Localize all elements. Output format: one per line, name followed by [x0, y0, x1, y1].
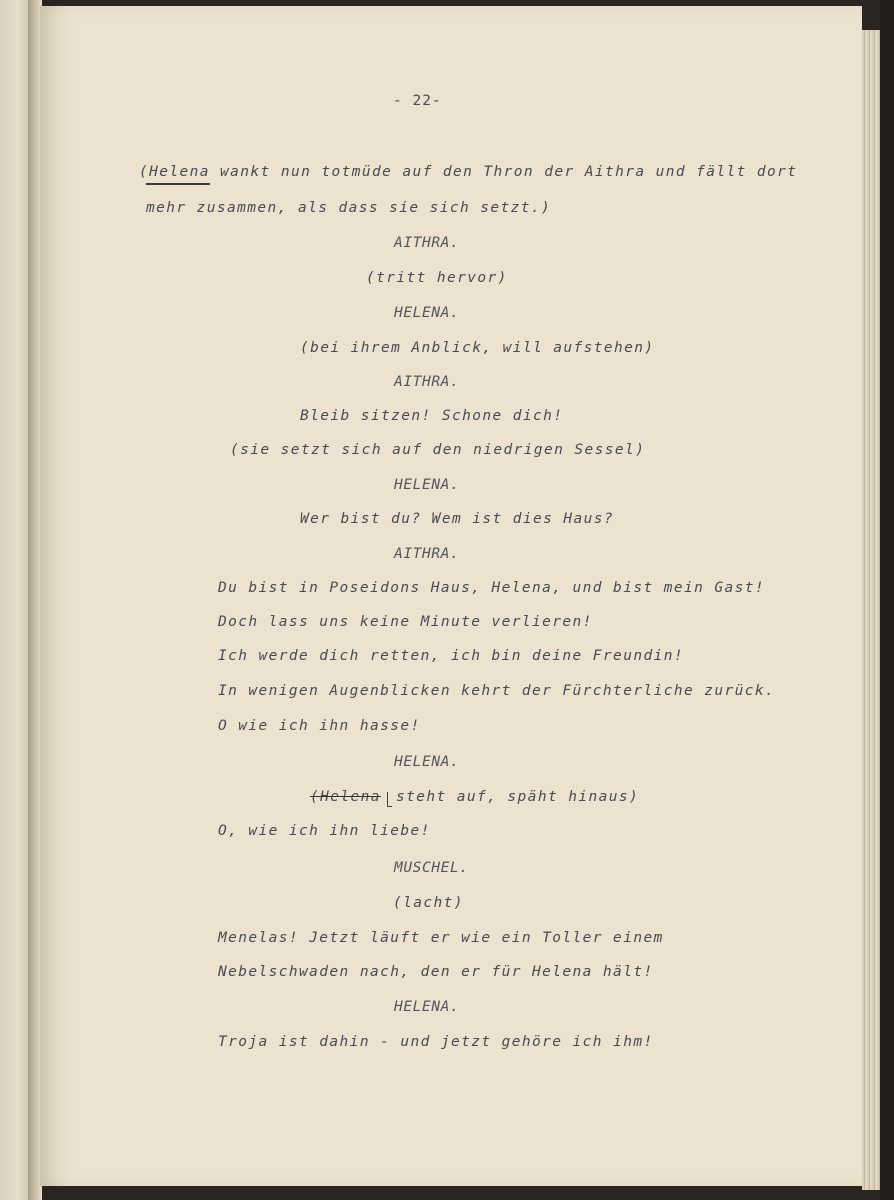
dialogue-line: Wer bist du? Wem ist dies Haus? — [300, 511, 615, 527]
stage-direction: steht auf, späht hinaus) — [396, 789, 640, 805]
stage-direction: (tritt hervor) — [366, 270, 508, 286]
speaker-name: AITHRA. — [394, 235, 460, 251]
speaker-name: AITHRA. — [394, 374, 460, 390]
dialogue-line: Bleib sitzen! Schone dich! — [300, 408, 564, 424]
scan-border — [880, 0, 894, 1200]
dialogue-line: Doch lass uns keine Minute verlieren! — [218, 614, 593, 630]
struck-through-word: (Helena — [310, 789, 381, 805]
dialogue-line: Du bist in Poseidons Haus, Helena, und bist mein Gast! — [218, 580, 766, 596]
speaker-name: HELENA. — [394, 305, 460, 321]
stage-direction: mehr zusammen, als dass sie sich setzt.) — [146, 200, 552, 216]
stage-direction: (bei ihrem Anblick, will aufstehen) — [300, 340, 655, 356]
dialogue-line: In wenigen Augenblicken kehrt der Fürchterliche zurück. — [218, 683, 776, 699]
dialogue-line: Menelas! Jetzt läuft er wie ein Toller einem — [218, 930, 664, 946]
speaker-name: HELENA. — [394, 754, 460, 770]
page-number: - 22- — [393, 93, 442, 109]
stage-direction: (Helena wankt nun totmüde auf den Thron der Aithra und fällt dort — [139, 164, 798, 180]
stage-direction: (sie setzt sich auf den niedrigen Sessel) — [230, 442, 646, 458]
insertion-mark — [387, 792, 392, 807]
left-page-edge — [0, 0, 30, 1200]
speaker-name: MUSCHEL. — [394, 860, 469, 876]
speaker-name: HELENA. — [394, 999, 460, 1015]
handwritten-underline — [146, 183, 210, 185]
dialogue-line: Nebelschwaden nach, den er für Helena hält! — [218, 964, 654, 980]
stage-direction: (lacht) — [393, 895, 464, 911]
speaker-name: AITHRA. — [394, 546, 460, 562]
page-stack-edge — [862, 30, 880, 1190]
dialogue-line: Ich werde dich retten, ich bin deine Freundin! — [218, 648, 684, 664]
speaker-name: HELENA. — [394, 477, 460, 493]
dialogue-line: O wie ich ihn hasse! — [218, 718, 421, 734]
dialogue-line: Troja ist dahin - und jetzt gehöre ich ihm! — [218, 1034, 654, 1050]
dialogue-line: O, wie ich ihn liebe! — [218, 823, 431, 839]
